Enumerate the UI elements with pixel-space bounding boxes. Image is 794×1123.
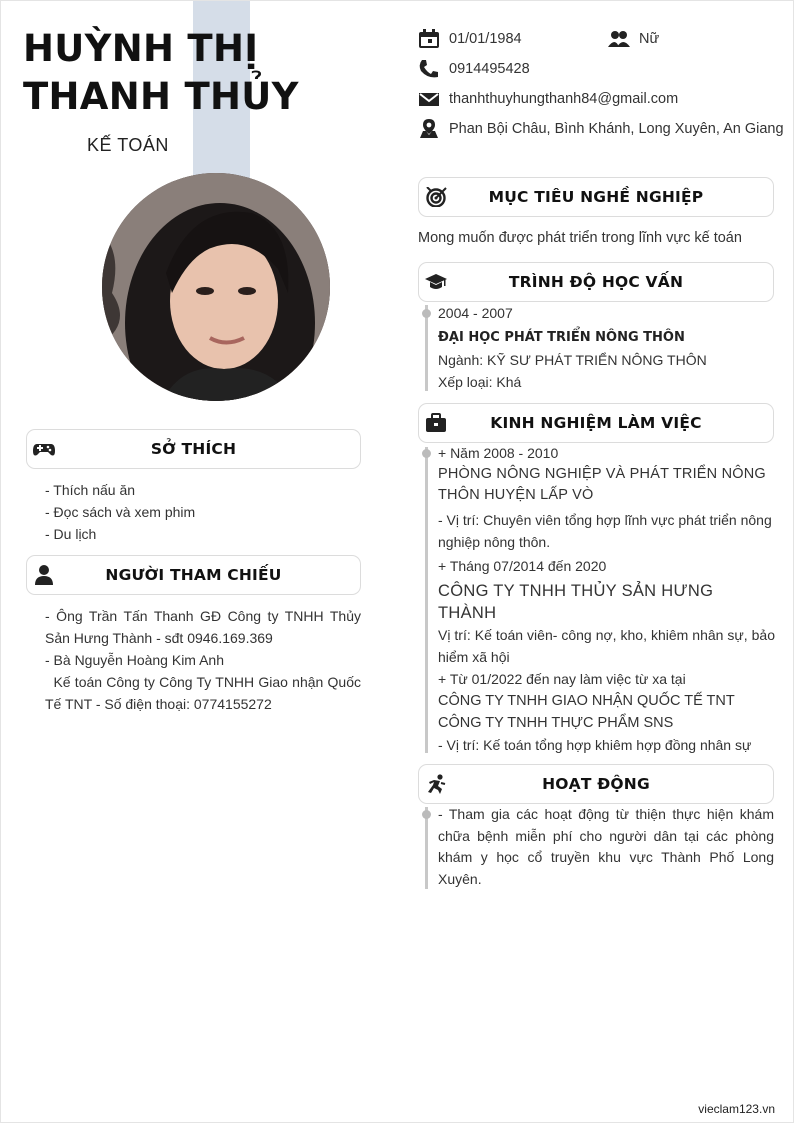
gamepad-icon	[33, 439, 55, 459]
email-value: thanhthuyhungthanh84@gmail.com	[449, 91, 679, 107]
briefcase-icon	[425, 413, 447, 433]
hobby-item: - Du lịch	[45, 526, 97, 542]
footer-brand: vieclam123.vn	[698, 1102, 775, 1116]
job1-company: PHÒNG NÔNG NGHIỆP VÀ PHÁT TRIỂN NÔNG THÔN HUYỆN LẤP VÒ	[438, 466, 766, 503]
activities-text: - Tham gia các hoạt động từ thiện thực hiện khám chữa bệnh miễn phí cho người dân tại các phòng khám y học cổ truyền khu vực Thành Phố Long Xuyên.	[438, 806, 774, 887]
job2-period: + Tháng 07/2014 đến 2020	[438, 558, 607, 574]
job1-period: + Năm 2008 - 2010	[438, 445, 559, 461]
candidate-job-title: KẾ TOÁN	[87, 135, 169, 155]
running-icon	[425, 774, 447, 794]
email-icon	[418, 89, 440, 109]
activities-header	[418, 764, 774, 804]
job3-company-2: CÔNG TY TNHH THỰC PHẨM SNS	[438, 715, 674, 731]
contact-phone	[418, 59, 530, 79]
education-grade: Xếp loại: Khá	[438, 374, 522, 390]
education-header	[418, 262, 774, 302]
education-timeline-dot	[422, 309, 431, 318]
address-value: Phan Bội Châu, Bình Khánh, Long Xuyên, An Giang	[449, 121, 784, 137]
candidate-name: HUỲNH THỊ THANH THỦY	[23, 27, 299, 118]
hobbies-header	[26, 429, 361, 469]
references-list	[45, 605, 365, 715]
hobby-item: - Đọc sách và xem phim	[45, 504, 196, 520]
objective-title: MỤC TIÊU NGHỀ NGHIỆP	[488, 188, 704, 206]
reference-item: - Ông Trần Tấn Thanh GĐ Công ty TNHH Thủy Sản Hưng Thành - sđt 0946.169.369	[45, 608, 361, 646]
experience-timeline	[425, 447, 428, 753]
experience-title: KINH NGHIỆM LÀM VIỆC	[490, 414, 702, 432]
user-icon	[33, 565, 55, 585]
education-title: TRÌNH ĐỘ HỌC VẤN	[508, 273, 684, 291]
hobbies-list	[45, 479, 195, 545]
objective-text: Mong muốn được phát triển trong lĩnh vực kế toán	[418, 230, 742, 246]
gender-icon	[608, 29, 630, 49]
hobby-item: - Thích nấu ăn	[45, 482, 136, 498]
contact-email	[418, 89, 678, 109]
objective-header	[418, 177, 774, 217]
location-icon	[418, 119, 440, 139]
contact-address	[418, 119, 784, 139]
contact-birthday	[418, 29, 522, 49]
experience-block	[438, 442, 775, 756]
hobbies-title: SỞ THÍCH	[150, 440, 237, 458]
education-period: 2004 - 2007	[438, 305, 513, 321]
reference-item: - Bà Nguyễn Hoàng Kim Anh	[45, 652, 224, 668]
gender-value: Nữ	[639, 31, 660, 47]
job2-role: Vị trí: Kế toán viên- công nợ, kho, khiêm nhân sự, bảo hiểm xã hội	[438, 627, 775, 665]
education-major: Ngành: KỸ SƯ PHÁT TRIỂN NÔNG THÔN	[438, 352, 707, 368]
experience-timeline-dot	[422, 449, 431, 458]
job1-role: - Vị trí: Chuyên viên tổng hợp lĩnh vực phát triển nông nghiệp nông thôn.	[438, 512, 772, 550]
education-block	[438, 302, 707, 393]
phone-icon	[418, 59, 440, 79]
job2-company: CÔNG TY TNHH THỦY SẢN HƯNG THÀNH	[438, 582, 714, 622]
reference-item: Kế toán Công ty Công Ty TNHH Giao nhận Quốc Tế TNT - Số điện thoại: 0774155272	[45, 674, 365, 712]
job3-company-1: CÔNG TY TNHH GIAO NHẬN QUỐC TẾ TNT	[438, 693, 735, 709]
target-icon	[425, 187, 447, 207]
job3-role: - Vị trí: Kế toán tổng hợp khiêm hợp đồng nhân sự	[438, 737, 752, 753]
phone-value: 0914495428	[449, 61, 530, 77]
activities-timeline	[425, 807, 428, 889]
birthday-value: 01/01/1984	[449, 31, 522, 47]
graduation-cap-icon	[425, 272, 447, 292]
contact-gender	[608, 29, 659, 49]
job3-period: + Từ 01/2022 đến nay làm việc từ xa tại	[438, 671, 686, 687]
activities-title: HOẠT ĐỘNG	[542, 775, 650, 793]
references-title: NGƯỜI THAM CHIẾU	[105, 566, 282, 584]
profile-photo	[102, 173, 330, 401]
experience-header	[418, 403, 774, 443]
activities-timeline-dot	[422, 810, 431, 819]
education-school: ĐẠI HỌC PHÁT TRIỂN NÔNG THÔN	[438, 330, 685, 345]
references-header	[26, 555, 361, 595]
calendar-icon	[418, 29, 440, 49]
